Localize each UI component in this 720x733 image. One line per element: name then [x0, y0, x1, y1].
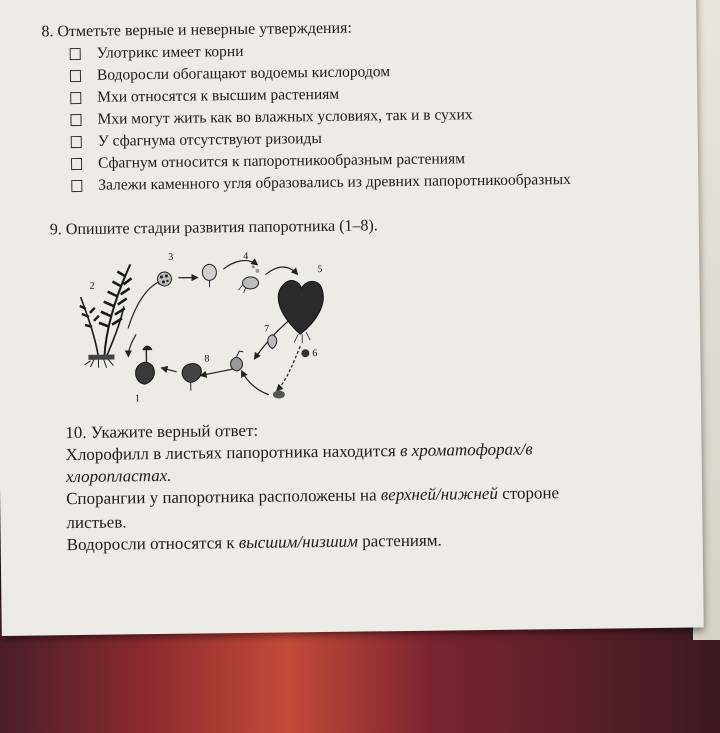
cycle-arrow: [276, 346, 301, 390]
checkbox[interactable]: [71, 158, 82, 170]
checkbox[interactable]: [71, 136, 82, 148]
q10-line[interactable]: хлоропластах.: [65, 465, 172, 487]
q8-option[interactable]: Улотрикс имеет корни: [70, 43, 244, 63]
cycle-arrow: [128, 334, 136, 356]
q10-line: Спорангии у папоротника расположены на верхней/нижней стороне: [66, 483, 560, 509]
stage-6: [301, 349, 309, 357]
stage-3-sporangium: [157, 272, 171, 286]
q8-option[interactable]: Мхи могут жить как во влажных условиях, так и в сухих: [70, 106, 472, 129]
stage-4-germinating-spore: [238, 265, 259, 293]
stage-8: [182, 363, 202, 390]
stage-7: [268, 335, 277, 349]
stage-spore: [202, 264, 216, 287]
q10-line: Водоросли относятся к высшим/низшим растениям.: [66, 530, 442, 555]
stage-label: 4: [243, 250, 249, 262]
q10-line: Хлорофилл в листьях папоротника находится в хроматофорах/в: [65, 439, 533, 465]
stage-2-adult-fern: [79, 264, 132, 368]
stage-label: 6: [312, 348, 318, 360]
q8-option[interactable]: У сфагнума отсутствуют ризоиды: [71, 130, 322, 151]
stage-label: 1: [134, 393, 140, 405]
q8-option[interactable]: Мхи относятся к высшим растениям: [70, 86, 339, 107]
q8-title: 8. Отметьте верные и неверные утверждения:: [41, 19, 353, 41]
stage-1-young-plant: [135, 346, 154, 385]
checkbox[interactable]: [70, 92, 81, 104]
stage-5-prothallus: [278, 280, 324, 343]
q8-option[interactable]: Водоросли обогащают водоемы кислородом: [70, 63, 390, 85]
cycle-arrow: [127, 280, 164, 328]
q9-title: 9. Опишите стадии развития папоротника (1–8).: [49, 217, 378, 239]
checkbox[interactable]: [71, 180, 82, 192]
q8-option[interactable]: Сфагнум относится к папоротникообразным растениям: [71, 150, 465, 173]
stage-label: 7: [264, 323, 270, 335]
stage-young-sporophyte: [230, 351, 243, 371]
stage-label: 5: [317, 264, 323, 276]
stage-label: 3: [168, 251, 174, 263]
cycle-arrow: [242, 371, 269, 395]
checkbox[interactable]: [70, 48, 81, 60]
stage-label: 2: [89, 280, 95, 292]
q10-title: 10. Укажите верный ответ:: [65, 420, 259, 443]
checkbox[interactable]: [70, 70, 81, 82]
cycle-arrow: [162, 368, 177, 372]
cycle-arrow: [265, 267, 297, 275]
fern-lifecycle-diagram: [75, 244, 347, 412]
checkbox[interactable]: [70, 114, 81, 126]
q10-line: листьев.: [66, 512, 127, 533]
cycle-arrow: [201, 369, 233, 375]
q8-option[interactable]: Залежи каменного угля образовались из древних папоротникообразных: [71, 171, 571, 195]
stage-label: 8: [204, 353, 210, 365]
stage-zygote: [273, 390, 285, 398]
